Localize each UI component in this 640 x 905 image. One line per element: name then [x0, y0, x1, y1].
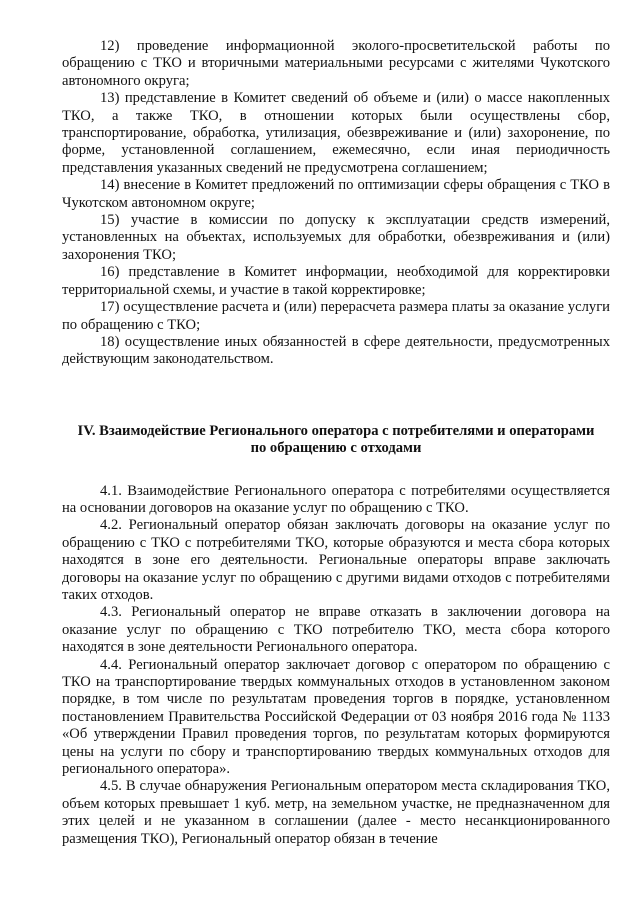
heading-gap: [62, 458, 610, 483]
list-item-15: 15) участие в комиссии по допуску к эксплуатации средств измерений, установленных на объектах, используемых для обработки, обезвреживания и (или) захоронения ТКО;: [62, 212, 610, 263]
list-item-12: 12) проведение информационной эколого-просветительской работы по обращению с ТКО и вторичными материальными ресурсами с жителями Чукотского автономного округа;: [62, 38, 610, 89]
paragraph-4-1: 4.1. Взаимодействие Регионального оператора с потребителями осуществляется на основании договоров на оказание услуг по обращению с ТКО.: [62, 482, 610, 516]
paragraph-4-4: 4.4. Региональный оператор заключает договор с оператором по обращению с ТКО на транспортирование твердых коммунальных отходов в установленном законом порядке, в том числе по результатам проведения торгов в порядке, установленном постановлением Правительства Российской Федерации от 03 ноября 2016 года № 1133 «Об утверждении Правил проведения торгов, по результатам которых формируются цены на услуги по сбору и транспортированию твердых коммунальных отходов для регионального оператора».: [62, 656, 610, 778]
list-item-18: 18) осуществление иных обязанностей в сфере деятельности, предусмотренных действующим законодательством.: [62, 333, 610, 368]
paragraph-4-2: 4.2. Региональный оператор обязан заключать договоры на оказание услуг по обращению с ТКО с потребителями ТКО, которые образуются и места сбора которых находятся в зоне его деятельности. Региональные операторы вправе заключать договоры на оказание услуг по обращению с другими видами отходов с потребителями таких отходов.: [62, 517, 610, 603]
list-item-17: 17) осуществление расчета и (или) перерасчета размера платы за оказание услуги по обращению с ТКО;: [62, 299, 610, 333]
paragraph-4-5: 4.5. В случае обнаружения Региональным оператором места складирования ТКО, объем которых превышает 1 куб. метр, на земельном участке, не предназначенном для этих целей и не указанном в соглашении (далее - место несанкционированного размещения ТКО), Региональный оператор обязан в течение: [62, 778, 610, 847]
section-gap: [62, 369, 610, 423]
section-heading: [62, 423, 610, 458]
section-heading-line-2: по обращению с отходами: [250, 440, 422, 457]
list-item-14: 14) внесение в Комитет предложений по оптимизации сферы обращения с ТКО в Чукотском автономном округе;: [62, 177, 610, 211]
section-heading-line-1: IV. Взаимодействие Регионального оператора с потребителями и операторами: [77, 422, 595, 439]
list-item-13: 13) представление в Комитет сведений об объеме и (или) о массе накопленных ТКО, а также ТКО, в отношении которых были осуществлены сбор, транспортирование, обработка, утилизация, обезвреживание и (или) захоронение, по форме, установленной соглашением, ежемесячно, если иная периодичность представления указанных сведений не предусмотрена соглашением;: [62, 90, 610, 176]
list-item-16: 16) представление в Комитет информации, необходимой для корректировки территориальной схемы, и участие в такой корректировке;: [62, 264, 610, 298]
document-page: [62, 38, 610, 848]
paragraph-4-3: 4.3. Региональный оператор не вправе отказать в заключении договора на оказание услуг по обращению с ТКО потребителю ТКО, места сбора которого находятся в зоне деятельности Регионального оператора.: [62, 604, 610, 656]
